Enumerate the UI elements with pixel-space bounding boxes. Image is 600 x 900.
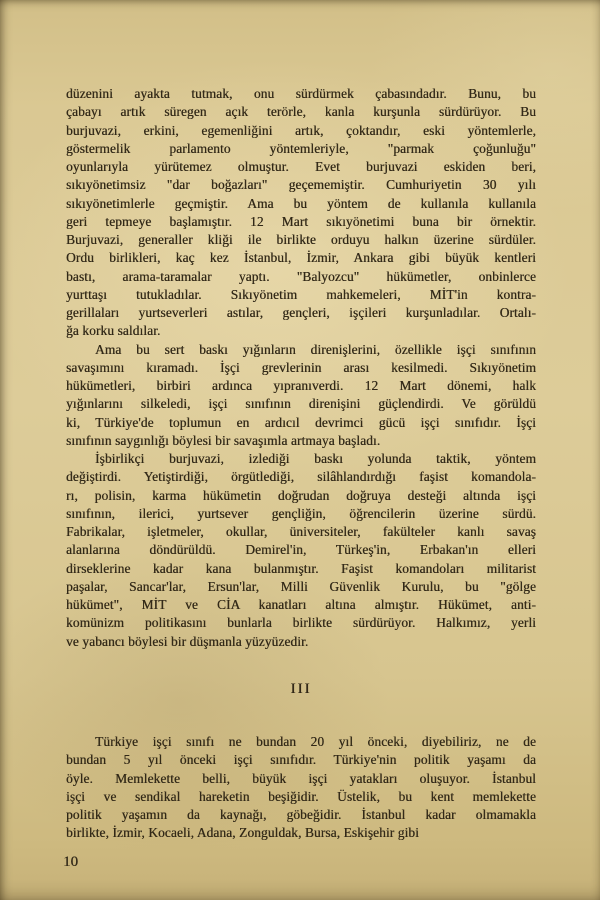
text-line: birlikte, İzmir, Kocaeli, Adana, Zonguldak, Bursa, Eskişehir gibi bbox=[66, 825, 419, 841]
text-line: sıkıyönetimsiz "dar boğazları" geçememiştir. Cumhuriyetin 30 yılı bbox=[66, 177, 536, 193]
text-line: rı, polisin, karma hükümetin doğrudan doğruya desteği altında işçi bbox=[66, 487, 536, 503]
paragraph bbox=[66, 450, 536, 651]
text-line: değiştirdi. Yetiştirdiği, örgütlediği, silâhlandırdığı faşist komandola- bbox=[66, 469, 536, 485]
text-line: sınıfının, ilerici, yurtsever gençliğin, öğrencilerin üzerine sürdü. bbox=[66, 505, 536, 521]
paragraph bbox=[66, 733, 536, 843]
text-line: Fabrikalar, işletmeler, okullar, üniversiteler, fakülteler kanlı savaş bbox=[66, 524, 536, 539]
text-line: işçi ve sendikal hareketin beşiğidir. Üstelik, bu kent memlekette bbox=[66, 788, 536, 804]
text-line: Ama bu sert baskı yığınların direnişlerini, özellikle işçi sınıfının bbox=[95, 341, 536, 357]
text-line: yurttaşı tutukladılar. Sıkıyönetim mahkemeleri, MİT'in kontra- bbox=[66, 286, 536, 302]
page-number: 10 bbox=[63, 854, 78, 870]
text-line: gerillaları yurtseverleri astılar, gençleri, işçileri kurşunladılar. Ortalı- bbox=[66, 305, 536, 320]
text-line: düzenini ayakta tutmak, onu sürdürmek çabasındadır. Bunu, bu bbox=[66, 86, 536, 101]
text-line: hükümet", MİT ve CİA kanatları altına almıştır. Hükümet, anti- bbox=[66, 597, 536, 612]
text-line: alanlarına döndürüldü. Demirel'in, Türkeş'in, Erbakan'ın elleri bbox=[66, 542, 536, 558]
text-line: sınıfının saygınlığı böylesi bir savaşımla artmaya başladı. bbox=[66, 432, 381, 448]
text-line: ğa korku saldılar. bbox=[66, 323, 161, 339]
text-line: yığınlarını silkeledi, işçi sınıfının direnişini güçlendirdi. Ve görüldü bbox=[66, 396, 536, 412]
paragraph bbox=[66, 341, 536, 451]
text-line: geri tepmeye başlamıştır. 12 Mart sıkıyönetimi buna bir örnektir. bbox=[66, 213, 536, 229]
text-line: burjuvazi, erkini, egemenliğini artık, çoktandır, eski yöntemlerle, bbox=[66, 122, 536, 138]
text-line: savaşımını kıramadı. İşçi grevlerinin arası kesilmedi. Sıkıyönetim bbox=[66, 359, 536, 375]
text-line: oyunlarıyla yürütemez olmuştur. Evet burjuvazi eskiden beri, bbox=[66, 159, 536, 174]
text-column bbox=[66, 85, 536, 843]
text-line: öyle. Memlekette belli, büyük işçi yatakları oluşuyor. İstanbul bbox=[66, 770, 536, 786]
text-line: komünizm politikasını bunlarla birlikte sürdürüyor. Halkımız, yerli bbox=[66, 615, 536, 631]
text-line: Türkiye işçi sınıfı ne bundan 20 yıl önceki, diyebiliriz, ne de bbox=[95, 734, 536, 749]
section-heading: III bbox=[290, 680, 312, 697]
text-line: çabayı artık süregen açık terörle, kanla kurşunla sürdürüyor. Bu bbox=[66, 104, 536, 120]
text-line: hükümetleri, birbiri ardınca yıpranıverdi. 12 Mart dönemi, halk bbox=[66, 378, 536, 393]
text-line: ki, Türkiye'de toplumun en ardıcıl devrimci gücü işçi sınıfıdır. İşçi bbox=[66, 414, 536, 430]
text-line: göstermelik parlamento yöntemleriyle, "parmak çoğunluğu" bbox=[66, 140, 536, 156]
text-line: dirseklerine kadar kana bulanmıştır. Faşist komandoları militarist bbox=[66, 560, 536, 576]
text-line: İşbirlikçi burjuvazi, izlediği baskı yolunda taktik, yöntem bbox=[95, 451, 536, 466]
text-line: paşalar, Sancar'lar, Ersun'lar, Milli Güvenlik Kurulu, bu "gölge bbox=[66, 578, 536, 594]
text-line: bundan 5 yıl önceki işçi sınıfıdır. Türkiye'nin politik yaşamı da bbox=[66, 752, 536, 768]
text-line: politik yaşamın da kaynağı, göbeğidir. İstanbul kadar olmamakla bbox=[66, 807, 536, 822]
text-line: Ordu birlikleri, kaç kez İstanbul, İzmir, Ankara gibi büyük kentleri bbox=[66, 250, 536, 266]
text-line: bastı, arama-taramalar yaptı. "Balyozcu" hükümetler, onbinlerce bbox=[66, 268, 536, 284]
text-line: Burjuvazi, generaller kliği ile birlikte orduyu halkın üzerine sürdüler. bbox=[66, 232, 536, 247]
text-line: sıkıyönetimlerle geçmiştir. Ama bu yöntem de kullanıla kullanıla bbox=[66, 195, 536, 211]
paragraph bbox=[66, 85, 536, 341]
text-line: ve yabancı böylesi bir düşmanla yüzyüzedir. bbox=[66, 633, 309, 649]
